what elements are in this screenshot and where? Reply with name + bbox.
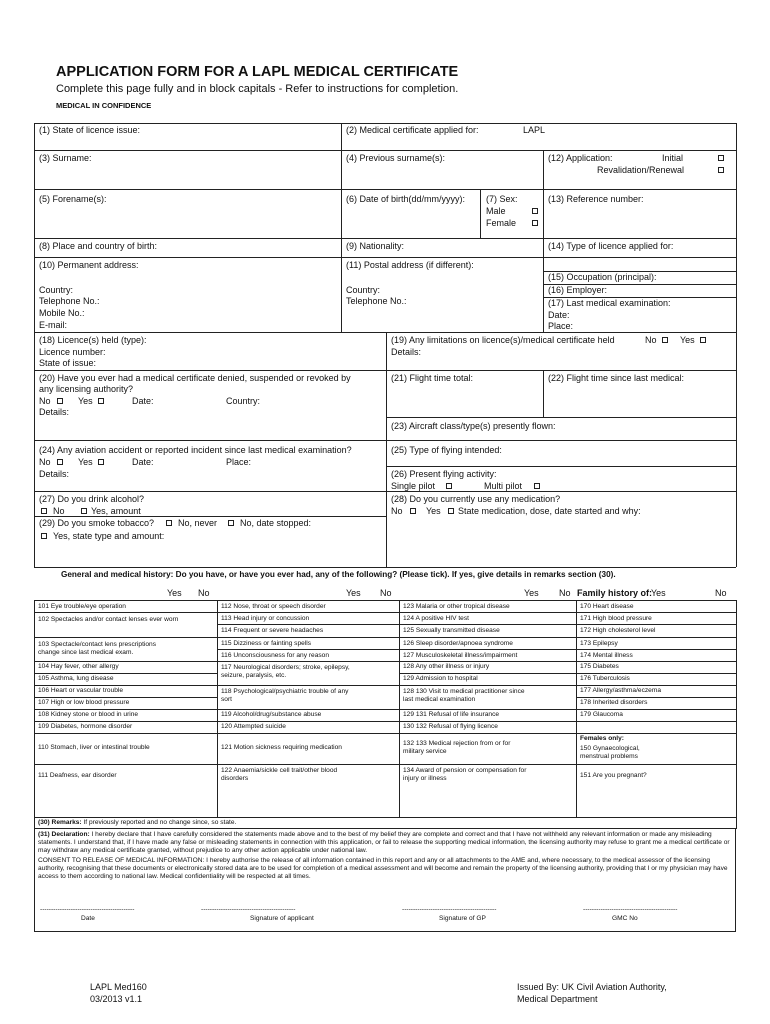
field-permanent-address[interactable]: (10) Permanent address: — [39, 260, 139, 270]
field-licences-held[interactable]: (18) Licence(s) held (type): — [39, 335, 147, 345]
field-employer[interactable]: (16) Employer: — [548, 285, 608, 295]
consent-text: CONSENT TO RELEASE OF MEDICAL INFORMATION: I hereby authorise the release of all information contained in this report and any or all attachments to the AME and, where necessary, to the medical assessor of the licensing authority, recognising that these documents or electronically stored data are to be used for completion of a medical assessment and will become and remain the property of the licensing authority, providing that I or my physician may have access to them according to national law. Medical confidentiality will be respected at all times. — [38, 857, 728, 881]
field-previous-surname[interactable]: (4) Previous surname(s): — [346, 153, 446, 163]
last-medical-date: Date: — [548, 310, 570, 320]
multi-pilot-checkbox[interactable] — [534, 483, 540, 489]
address-telephone: Telephone No.: — [39, 296, 100, 306]
field-postal-address[interactable]: (11) Postal address (if different): — [346, 260, 474, 270]
history-item[interactable]: 172 High cholesterol level — [580, 627, 656, 634]
denied-date: Date: — [132, 396, 154, 406]
denied-no-label: No — [39, 396, 51, 406]
alcohol-no-label: No — [53, 506, 65, 516]
application-reval-label: Revalidation/Renewal — [597, 165, 685, 175]
field-tobacco: (29) Do you smoke tobacco? — [39, 518, 155, 528]
tobacco-yes-label: Yes, state type and amount: — [53, 531, 165, 541]
denied-details[interactable]: Details: — [39, 407, 70, 417]
field-forenames[interactable]: (5) Forename(s): — [39, 194, 107, 204]
field-state-of-licence[interactable]: (1) State of licence issue: — [39, 125, 141, 135]
history-item[interactable]: 122 Anaemia/sickle cell trait/other blood disorders — [221, 767, 338, 783]
history-item[interactable]: 151 Are you pregnant? — [580, 772, 647, 779]
medication-no-checkbox[interactable] — [410, 508, 416, 514]
history-item[interactable]: 129 Admission to hospital — [403, 675, 478, 682]
col1-no-header: No — [198, 588, 210, 598]
history-item[interactable]: 124 A positive HIV test — [403, 615, 469, 622]
gp-signature-line[interactable]: ------------------------------------------- — [402, 906, 497, 913]
col1-yes-header: Yes — [167, 588, 182, 598]
history-item[interactable]: 150 Gynaecological, menstrual problems — [580, 745, 640, 761]
declaration-body: I hereby declare that I have carefully considered the statements made above and to the best of my belief they are complete and correct and that I have not withheld any relevant information or made any misleading statements. I understand that, if I have made any false or misleading statements in connection with this application, or fail to release the supporting medical information, the licensing authority may refuse to grant me a medical certificate or may withdraw any medical certificate granted, without prejudice to any other action applicable under national law. — [38, 831, 730, 855]
sex-male-label: Male — [486, 206, 506, 216]
confidential-label: MEDICAL IN CONFIDENCE — [56, 101, 152, 110]
history-item[interactable]: 116 Unconsciousness for any reason — [221, 652, 330, 659]
history-item[interactable]: 115 Dizziness or fainting spells — [221, 640, 312, 647]
history-item[interactable]: 107 High or low blood pressure — [38, 699, 130, 706]
remarks-section[interactable] — [38, 819, 236, 827]
field-nationality[interactable]: (9) Nationality: — [346, 241, 405, 251]
history-item[interactable]: 178 Inherited disorders — [580, 699, 648, 706]
col4-yes-header: Yes — [651, 588, 666, 598]
history-item[interactable]: 109 Diabetes, hormone disorder — [38, 723, 133, 730]
field-date-of-birth[interactable]: (6) Date of birth(dd/mm/yyyy): — [346, 194, 466, 204]
history-item[interactable]: 103 Spectacle/contact lens prescriptions change since last medical exam. — [38, 641, 157, 657]
history-item[interactable]: 106 Heart or vascular trouble — [38, 687, 124, 694]
history-item[interactable]: 120 Attempted suicide — [221, 723, 286, 730]
date-line[interactable]: ------------------------------------------- — [40, 906, 135, 913]
alcohol-yes-checkbox[interactable] — [81, 508, 87, 514]
applicant-signature-line[interactable]: ------------------------------------------- — [201, 906, 296, 913]
history-item[interactable]: 134 Award of pension or compensation for injury or illness — [403, 767, 527, 783]
history-item[interactable]: 171 High blood pressure — [580, 615, 652, 622]
multi-pilot-label: Multi pilot — [484, 481, 523, 491]
address-email: E-mail: — [39, 320, 68, 330]
limitations-yes-checkbox[interactable] — [700, 337, 706, 343]
field-alcohol: (27) Do you drink alcohol? — [39, 494, 145, 504]
history-item[interactable]: 175 Diabetes — [580, 663, 619, 670]
limitations-details[interactable]: Details: — [391, 347, 422, 357]
address-mobile: Mobile No.: — [39, 308, 85, 318]
medication-yes-checkbox[interactable] — [448, 508, 454, 514]
history-heading: General and medical history: Do you have, or have you ever had, any of the following? (Please tick). If yes, give details in remarks section (30). — [61, 570, 616, 579]
field-licence-type[interactable]: (14) Type of licence applied for: — [548, 241, 674, 251]
denied-yes-label: Yes — [78, 396, 93, 406]
history-item[interactable]: 128 Any other illness or injury — [403, 663, 490, 670]
gmc-label: GMC No — [612, 915, 638, 922]
history-item[interactable]: 102 Spectacles and/or contact lenses ever worn — [38, 616, 179, 623]
form-id: LAPL Med160 — [90, 982, 147, 992]
limitations-yes-label: Yes — [680, 335, 695, 345]
accident-no-checkbox[interactable] — [57, 459, 63, 465]
field-limitations: (19) Any limitations on licence(s)/medical certificate held — [391, 335, 615, 345]
col4-no-header: No — [715, 588, 727, 598]
tobacco-never-checkbox[interactable] — [166, 520, 172, 526]
licence-state: State of issue: — [39, 358, 97, 368]
history-item[interactable]: 130 132 Refusal of flying licence — [403, 723, 498, 730]
tobacco-yes-checkbox[interactable] — [41, 533, 47, 539]
alcohol-yes-label: Yes, amount — [91, 506, 141, 516]
history-item[interactable]: 111 Deafness, ear disorder — [38, 772, 117, 779]
application-initial-checkbox[interactable] — [718, 155, 724, 161]
history-item[interactable]: 101 Eye trouble/eye operation — [38, 603, 126, 610]
sex-female-label: Female — [486, 218, 517, 228]
applicant-signature-label: Signature of applicant — [250, 915, 314, 922]
history-item[interactable]: 127 Musculoskeletal illness/impairment — [403, 652, 518, 659]
field-flight-time-since[interactable]: (22) Flight time since last medical: — [548, 373, 685, 383]
denied-country: Country: — [226, 396, 261, 406]
declaration-text — [38, 831, 732, 856]
field-reference-number[interactable]: (13) Reference number: — [548, 194, 644, 204]
field-place-of-birth[interactable]: (8) Place and country of birth: — [39, 241, 158, 251]
history-item[interactable]: 104 Hay fever, other allergy — [38, 663, 119, 670]
history-item[interactable]: 123 Malaria or other tropical disease — [403, 603, 510, 610]
females-only-label: Females only: — [580, 735, 624, 742]
licence-number: Licence number: — [39, 347, 106, 357]
col2-yes-header: Yes — [346, 588, 361, 598]
alcohol-no-checkbox[interactable] — [41, 508, 47, 514]
accident-yes-checkbox[interactable] — [98, 459, 104, 465]
family-history-header: Family history of: — [577, 588, 653, 598]
history-item[interactable]: 110 Stomach, liver or intestinal trouble — [38, 744, 150, 751]
tobacco-stopped-checkbox[interactable] — [228, 520, 234, 526]
single-pilot-checkbox[interactable] — [446, 483, 452, 489]
accident-place: Place: — [226, 457, 252, 467]
accident-date: Date: — [132, 457, 154, 467]
sex-male-checkbox[interactable] — [532, 208, 538, 214]
page-subtitle: Complete this page fully and in block capitals - Refer to instructions for completion. — [56, 83, 459, 95]
denied-yes-checkbox[interactable] — [98, 398, 104, 404]
gp-signature-label: Signature of GP — [439, 915, 486, 922]
field-last-medical[interactable]: (17) Last medical examination: — [548, 298, 671, 308]
application-reval-checkbox[interactable] — [718, 167, 724, 173]
field-occupation[interactable]: (15) Occupation (principal): — [548, 272, 657, 282]
postal-telephone: Telephone No.: — [346, 296, 407, 306]
remarks-label: (30) Remarks: — [38, 819, 82, 826]
field-aircraft-class[interactable]: (23) Aircraft class/type(s) presently flown: — [391, 421, 556, 431]
medication-no-label: No — [391, 506, 403, 516]
history-item[interactable]: 128 130 Visit to medical practitioner since last medical examination — [403, 688, 525, 704]
field-sex: (7) Sex: — [486, 194, 518, 204]
medication-yes-label: Yes — [426, 506, 441, 516]
tobacco-stopped-label: No, date stopped: — [240, 518, 312, 528]
field-flying-activity: (26) Present flying activity: — [391, 469, 497, 479]
field-surname[interactable]: (3) Surname: — [39, 153, 92, 163]
field-accident: (24) Any aviation accident or reported incident since last medical examination? — [39, 445, 352, 455]
history-item[interactable]: 132 133 Medical rejection from or for military service — [403, 740, 511, 756]
accident-no-label: No — [39, 457, 51, 467]
col3-yes-header: Yes — [524, 588, 539, 598]
history-item[interactable]: 117 Neurological disorders; stroke, epilepsy, seizure, paralysis, etc. — [221, 664, 350, 680]
gmc-line[interactable]: ------------------------------------------- — [583, 906, 678, 913]
history-item[interactable]: 126 Sleep disorder/apnoea syndrome — [403, 640, 513, 647]
limitations-no-checkbox[interactable] — [662, 337, 668, 343]
sex-female-checkbox[interactable] — [532, 220, 538, 226]
history-item[interactable]: 119 Alcohol/drug/substance abuse — [221, 711, 322, 718]
history-item[interactable]: 129 131 Refusal of life insurance — [403, 711, 500, 718]
declaration-label: (31) Declaration: — [38, 831, 90, 838]
certificate-value: LAPL — [523, 125, 546, 135]
history-item[interactable]: 118 Psychological/psychiatric trouble of any sort — [221, 688, 349, 704]
form-version: 03/2013 v1.1 — [90, 994, 143, 1004]
remarks-text: If previously reported and no change since, so state. — [83, 819, 237, 826]
limitations-no-label: No — [645, 335, 657, 345]
certificate-denied-line2: any licensing authority? — [39, 384, 134, 394]
col3-no-header: No — [559, 588, 571, 598]
application-initial-label: Initial — [662, 153, 684, 163]
field-flight-time-total[interactable]: (21) Flight time total: — [391, 373, 474, 383]
field-certificate-denied: (20) Have you ever had a medical certificate denied, suspended or revoked by — [39, 373, 351, 383]
date-label: Date — [81, 915, 95, 922]
single-pilot-label: Single pilot — [391, 481, 436, 491]
history-item[interactable]: 173 Epilepsy — [580, 640, 618, 647]
history-item[interactable]: 179 Glaucoma — [580, 711, 623, 718]
department: Medical Department — [517, 994, 598, 1004]
col2-no-header: No — [380, 588, 392, 598]
denied-no-checkbox[interactable] — [57, 398, 63, 404]
history-item[interactable]: 112 Nose, throat or speech disorder — [221, 603, 326, 610]
history-item[interactable]: 121 Motion sickness requiring medication — [221, 744, 342, 751]
history-item[interactable]: 176 Tuberculosis — [580, 675, 630, 682]
field-flying-intended[interactable]: (25) Type of flying intended: — [391, 445, 502, 455]
field-medication: (28) Do you currently use any medication? — [391, 494, 561, 504]
medication-state: State medication, dose, date started and why: — [458, 506, 641, 516]
field-certificate-applied[interactable]: (2) Medical certificate applied for: — [346, 125, 479, 135]
accident-yes-label: Yes — [78, 457, 93, 467]
history-item[interactable]: 177 Allergy/asthma/eczema — [580, 687, 661, 694]
accident-details[interactable]: Details: — [39, 469, 70, 479]
history-item[interactable]: 125 Sexually transmitted disease — [403, 627, 500, 634]
history-item[interactable]: 174 Mental illness — [580, 652, 633, 659]
history-item[interactable]: 108 Kidney stone or blood in urine — [38, 711, 139, 718]
history-item[interactable]: 113 Head injury or concussion — [221, 615, 310, 622]
tobacco-never-label: No, never — [178, 518, 218, 528]
history-item[interactable]: 170 Heart disease — [580, 603, 634, 610]
address-country: Country: — [39, 285, 74, 295]
issuer: Issued By: UK Civil Aviation Authority, — [517, 982, 667, 992]
page-title: APPLICATION FORM FOR A LAPL MEDICAL CERTIFICATE — [56, 64, 459, 80]
field-application: (12) Application: — [548, 153, 613, 163]
last-medical-place: Place: — [548, 321, 574, 331]
postal-country: Country: — [346, 285, 381, 295]
history-item[interactable]: 105 Asthma, lung disease — [38, 675, 114, 682]
history-item[interactable]: 114 Frequent or severe headaches — [221, 627, 324, 634]
